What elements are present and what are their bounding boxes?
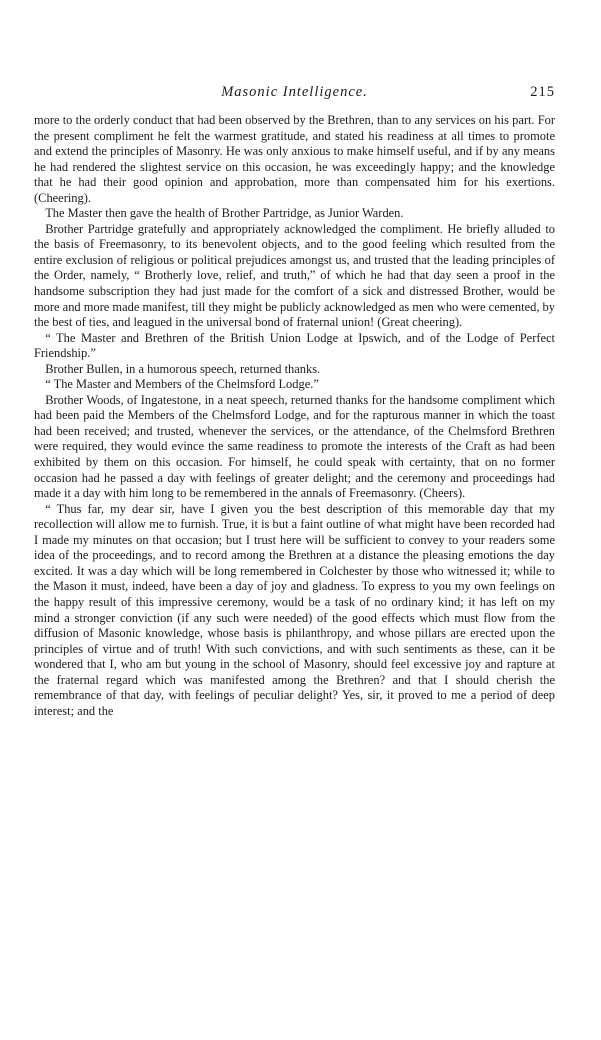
paragraph: The Master then gave the health of Brother Partridge, as Junior Warden. [45, 206, 404, 221]
paragraph: “ Thus far, my dear sir, have I given you the best description of this memorable day that my recollection will allow me to furnish. True, it is but a faint outline of what might have been recorded had I made my minutes on that occasion; but I trust here will be sufficient to convey to your readers some idea of the proceedings, and to record among the Brethren at a distance the pleasing emotions the day excited. It was a day which will be long remembered in Colchester by those who witnessed it; while to the Mason it must, indeed, have been a day of joy and gladness. To express to you my own feelings on the happy result of this impressive ceremony, would be a task of no ordinary kind; it has left on my mind a stronger conviction (if any such were needed) of the good effects which must flow from the diffusion of Masonic knowledge, whose basis is philanthropy, and whose pillars are erected upon the principles of virtue and of truth! With such convictions, and with such sentiments as these, can it be wondered that I, who am but young in the school of Masonry, should feel excessive joy and rapture at the fraternal regard which was manifested among the Brethren? and that I should cherish the remembrance of that day, with feelings of peculiar delight? Yes, sir, it proved to me a period of deep interest; and the [34, 501, 555, 718]
paragraph: “ The Master and Members of the Chelmsford Lodge.” [45, 377, 319, 392]
paragraph: more to the orderly conduct that had been observed by the Brethren, than to any services on his part. For the present compliment he felt the warmest gratitude, and stated his readiness at all times to promote and extend the principles of Masonry. He was only anxious to make himself useful, and if by any means he had rendered the slightest service on this occasion, he was exceedingly happy; and the knowledge that he had their good opinion and approbation, more than compensated him for his exertions. (Cheering). [34, 113, 555, 205]
paragraph: Brother Partridge gratefully and appropriately acknowledged the compliment. He briefly alluded to the basis of Freemasonry, to its benevolent objects, and to the good feeling which resulted from the entire exclusion of religious or political prejudices amongst us, and trusted that the leading principles of the Order, namely, “ Brotherly love, relief, and truth,” of which he had that day seen a proof in the handsome subscription they had just made for the comfort of a sick and distressed Brother, would be more and more made manifest, till they might be publicly acknowledged as men who were cemented, by the best of ties, and leagued in the universal bond of fraternal union! (Great cheering). [34, 221, 555, 330]
running-head [34, 84, 555, 102]
page-number: 215 [530, 84, 555, 100]
paragraph: Brother Bullen, in a humorous speech, returned thanks. [45, 361, 321, 376]
paragraph: “ The Master and Brethren of the British Union Lodge at Ipswich, and of the Lodge of Perfect Friendship.” [34, 330, 555, 361]
body-text [34, 113, 555, 719]
running-title: Masonic Intelligence. [221, 84, 368, 100]
paragraph: Brother Woods, of Ingatestone, in a neat speech, returned thanks for the handsome compliment which had been paid the Members of the Chelmsford Lodge, and for the rapturous manner in which the toast had been received; and trusted, whenever the services, or the attendance, of the Chelmsford Brethren were required, they would evince the same readiness to promote the interests of the Craft as had been exhibited by them on this occasion. For himself, he could speak with certainty, that on no former occasion had he passed a day with feelings of greater delight; and the ceremony and proceedings had made it a day with him long to be remembered in the annals of Freemasonry. (Cheers). [34, 392, 555, 501]
